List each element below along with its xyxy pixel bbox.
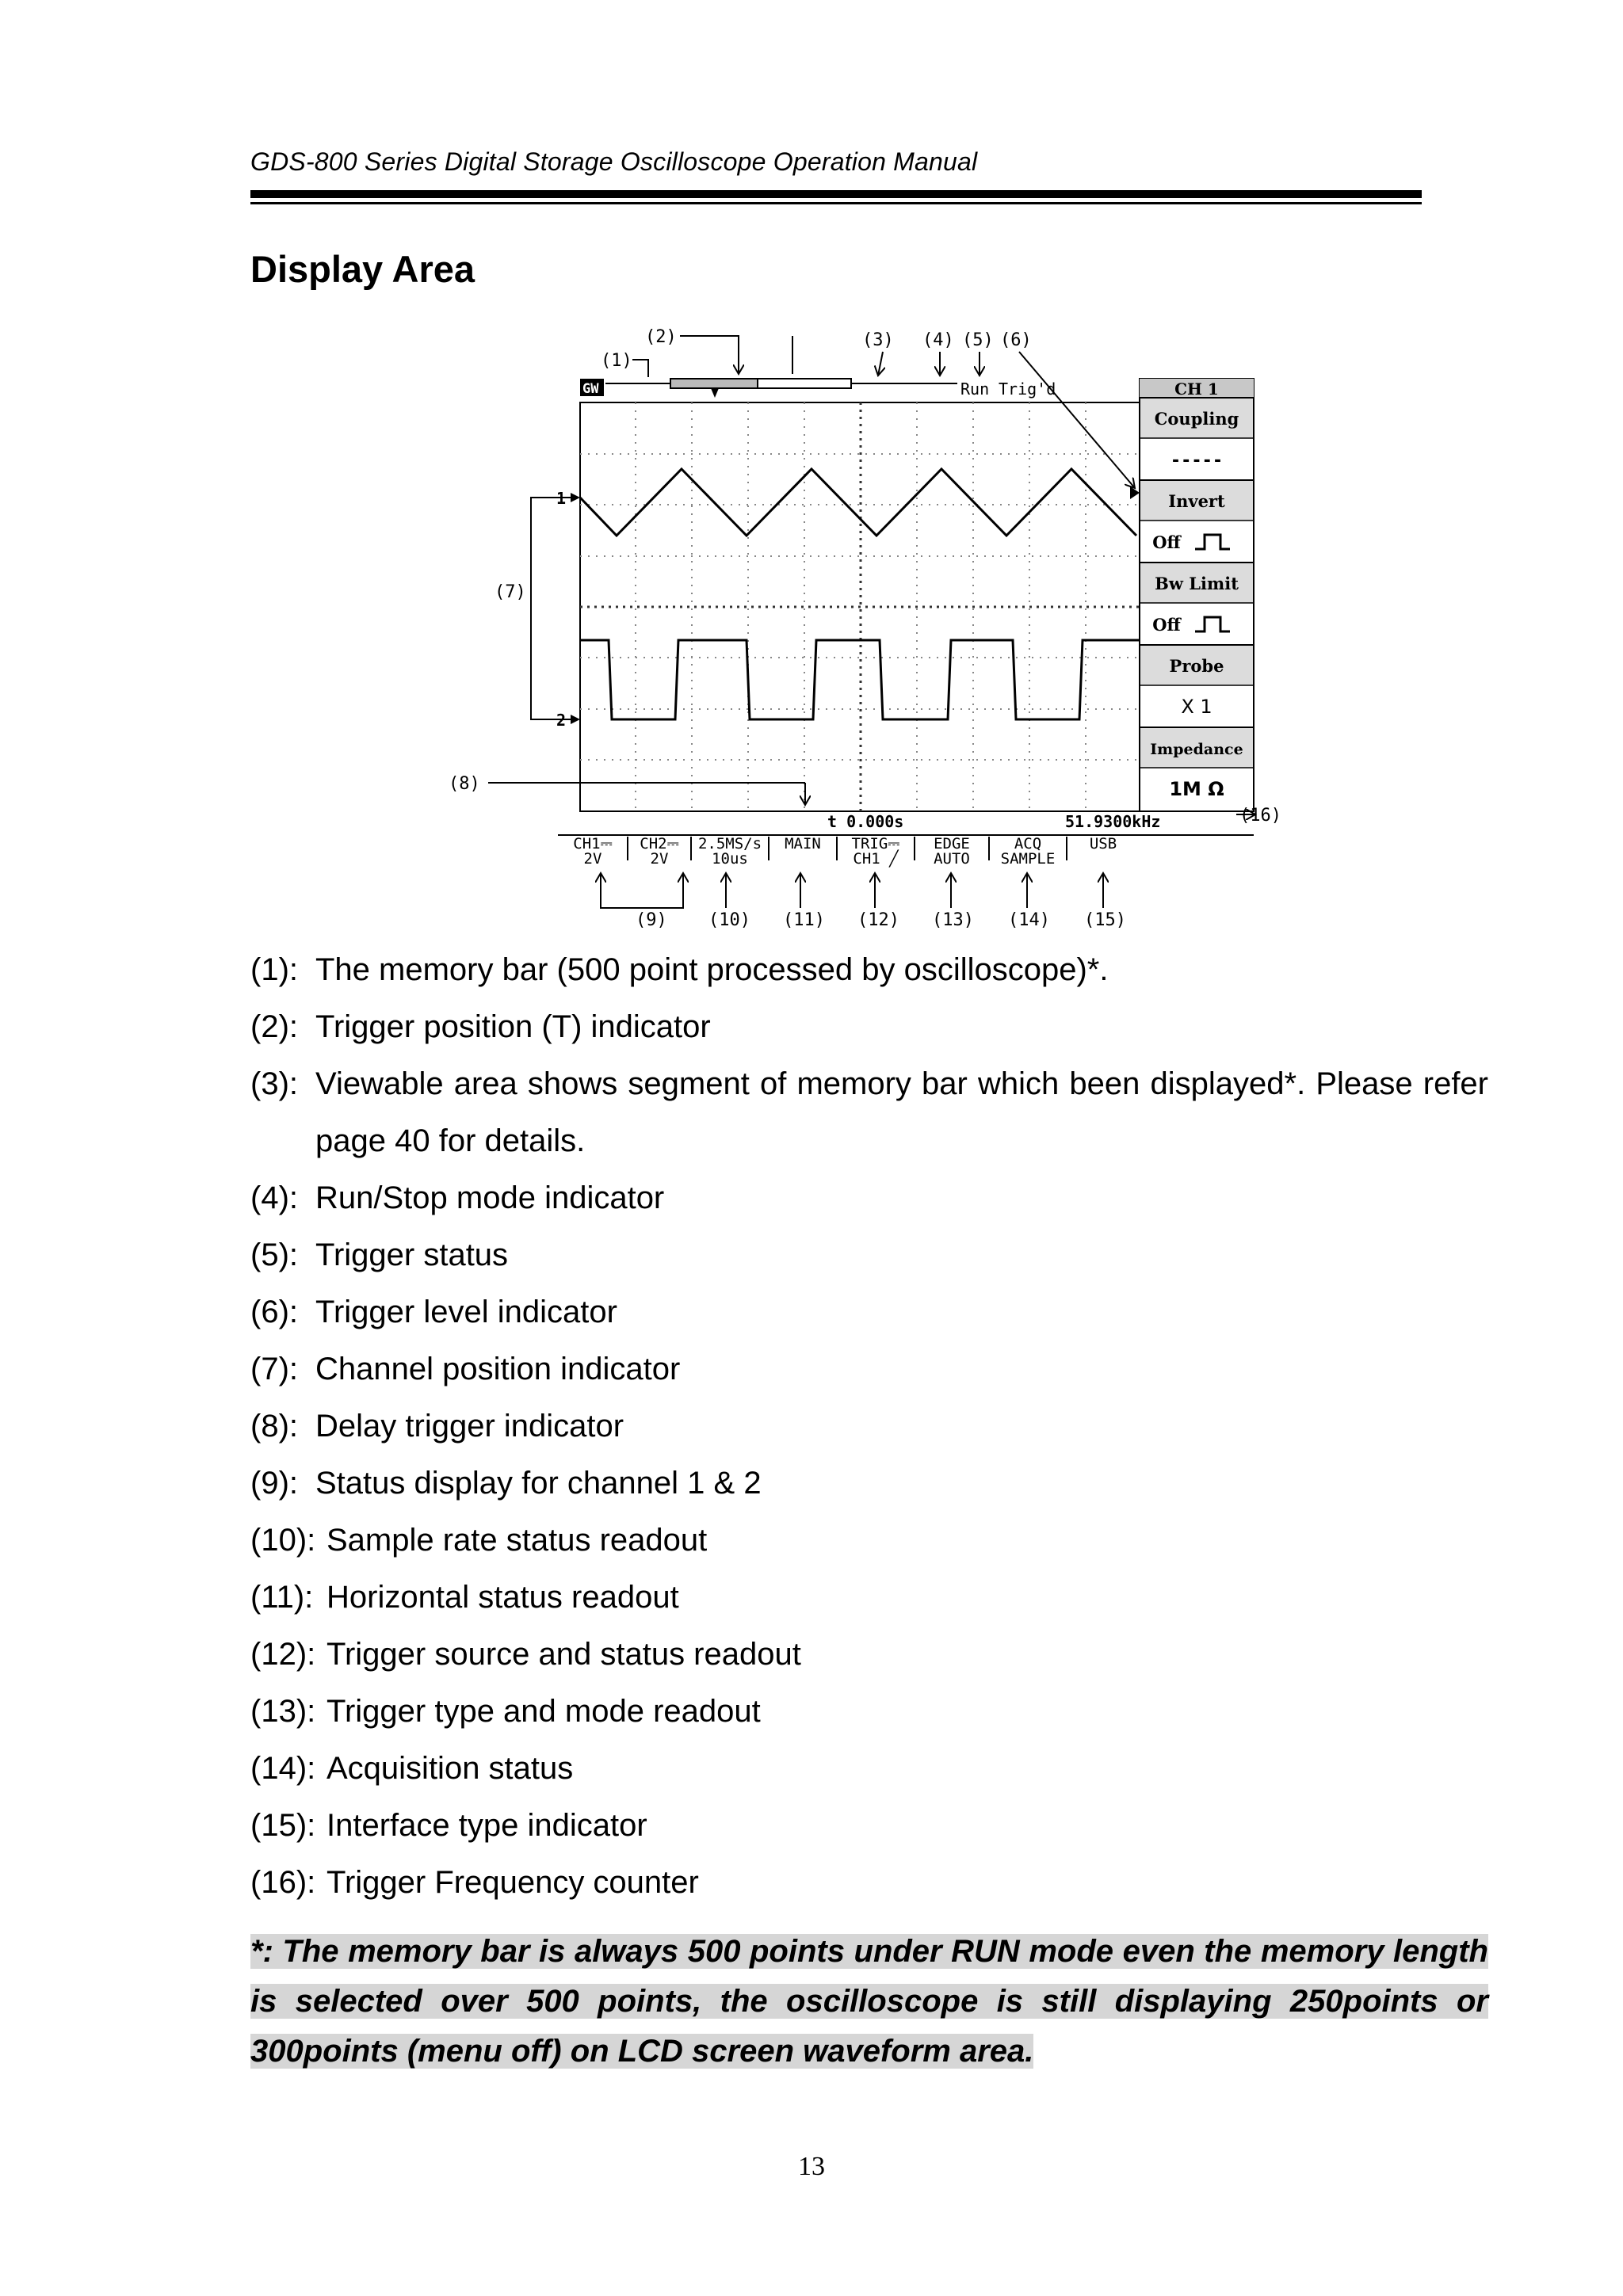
legend-number: (13): [250, 1694, 316, 1729]
callout-2: (2) [645, 327, 677, 347]
status-ch1-volts: 2V [583, 850, 602, 868]
viewable-area [670, 379, 758, 388]
legend-number: (10): [250, 1523, 316, 1558]
legend-text: Channel position indicator [315, 1352, 681, 1386]
status-timebase: 10us [712, 850, 748, 868]
menu-bw-limit-value: Off [1152, 615, 1181, 635]
legend-item [250, 1626, 1488, 1683]
legend-number: (3): [250, 1066, 298, 1101]
status-ch1-coupling: CH1⎓ [573, 835, 613, 852]
legend-item [250, 941, 1488, 998]
legend-number: (6): [250, 1295, 298, 1329]
menu-invert-value: Off [1152, 532, 1181, 552]
legend-item [250, 1226, 1488, 1283]
gw-logo-text: GW [582, 381, 599, 397]
status-ch2-coupling: CH2⎓ [640, 835, 679, 852]
legend-text: Interface type indicator [327, 1808, 647, 1843]
delay-readout: t 0.000s [827, 812, 904, 831]
legend-text: Trigger type and mode readout [327, 1694, 761, 1729]
legend-item [250, 1283, 1488, 1341]
legend-item [250, 1398, 1488, 1455]
status-trigger-source: CH1 ╱ [853, 850, 899, 868]
status-bar [558, 835, 1254, 868]
menu-coupling-label: Coupling [1154, 409, 1239, 429]
page-number: 13 [798, 2152, 825, 2181]
callout-16: (16) [1239, 806, 1281, 826]
legend-text: Sample rate status readout [327, 1523, 708, 1558]
status-interface: USB [1089, 835, 1117, 852]
legend-text: Trigger status [315, 1238, 509, 1272]
callout-1: (1) [601, 351, 632, 371]
channel1-position-marker [571, 493, 580, 502]
callout-7: (7) [495, 582, 526, 602]
callout-legend [250, 941, 1488, 1911]
callout-12: (12) [857, 910, 899, 930]
menu-title: CH 1 [1174, 379, 1219, 399]
legend-number: (12): [250, 1637, 316, 1672]
legend-number: (5): [250, 1238, 298, 1272]
legend-item [250, 1341, 1488, 1398]
status-horizontal-mode: MAIN [785, 835, 821, 852]
legend-text: Viewable area shows segment of memory bar which been displayed*. Please refer page 40 for details. [315, 1066, 1488, 1158]
legend-number: (15): [250, 1808, 316, 1843]
legend-item [250, 1683, 1488, 1740]
legend-text: Horizontal status readout [327, 1580, 679, 1615]
legend-number: (7): [250, 1352, 298, 1386]
channel2-position-marker [571, 715, 580, 724]
legend-number: (14): [250, 1751, 316, 1786]
oscilloscope-display-figure [444, 314, 1300, 940]
callout-6: (6) [1000, 330, 1032, 350]
legend-item [250, 998, 1488, 1055]
legend-number: (8): [250, 1409, 298, 1444]
status-sample-rate: 2.5MS/s [697, 835, 762, 852]
channel2-marker-label: 2 [556, 711, 567, 730]
legend-item [250, 1512, 1488, 1569]
menu-invert-label: Invert [1168, 491, 1225, 511]
legend-text: Delay trigger indicator [315, 1409, 624, 1444]
legend-number: (9): [250, 1466, 298, 1501]
section-title: Display Area [250, 248, 475, 290]
legend-text: Run/Stop mode indicator [315, 1180, 665, 1215]
memory-bar-footnote [250, 1927, 1488, 2077]
header-rule-thin [250, 202, 1422, 204]
header-rule [250, 190, 1422, 198]
menu-impedance-label: Impedance [1150, 741, 1243, 758]
channel-menu [1140, 379, 1254, 811]
legend-text: Trigger source and status readout [327, 1637, 801, 1672]
callout-14: (14) [1008, 910, 1050, 930]
callout-4: (4) [922, 330, 954, 350]
callout-5: (5) [962, 330, 994, 350]
status-acquisition-mode: SAMPLE [1000, 850, 1056, 868]
status-trigger-mode: AUTO [934, 850, 970, 868]
legend-item [250, 1055, 1488, 1169]
callout-9: (9) [636, 910, 667, 930]
legend-text: Trigger Frequency counter [327, 1865, 699, 1900]
menu-coupling-value: ----- [1170, 451, 1224, 471]
legend-number: (2): [250, 1009, 298, 1044]
legend-text: Trigger level indicator [315, 1295, 617, 1329]
legend-item [250, 1569, 1488, 1626]
legend-text: Acquisition status [327, 1751, 574, 1786]
legend-number: (4): [250, 1180, 298, 1215]
callout-11: (11) [783, 910, 825, 930]
callout-15: (15) [1084, 910, 1126, 930]
menu-probe-value: X 1 [1181, 696, 1212, 718]
legend-text: The memory bar (500 point processed by oscilloscope)*. [315, 952, 1109, 987]
legend-text: Trigger position (T) indicator [315, 1009, 711, 1044]
legend-number: (11): [250, 1580, 314, 1615]
status-trigger-coupling: TRIG⎓ [851, 835, 900, 852]
legend-item [250, 1797, 1488, 1854]
legend-item [250, 1854, 1488, 1911]
running-header: GDS-800 Series Digital Storage Oscilloscope Operation Manual [250, 147, 978, 176]
trigger-status-indicator: Trig'd [999, 379, 1056, 399]
legend-number: (16): [250, 1865, 316, 1900]
frequency-readout: 51.9300kHz [1065, 812, 1161, 831]
status-ch2-volts: 2V [650, 850, 669, 868]
status-acquisition: ACQ [1014, 835, 1042, 852]
legend-text: Status display for channel 1 & 2 [315, 1466, 762, 1501]
menu-impedance-value: 1M Ω [1169, 778, 1224, 800]
callout-8: (8) [449, 774, 480, 794]
footnote-text: *: The memory bar is always 500 points under RUN mode even the memory length is selected over 500 points, the oscilloscope is still displaying 250points or 300points (menu off) on LCD screen waveform area. [250, 1934, 1488, 2069]
menu-bw-limit-label: Bw Limit [1155, 574, 1239, 593]
trigger-position-marker [711, 388, 719, 398]
status-trigger-type: EDGE [934, 835, 970, 852]
callout-10: (10) [708, 910, 750, 930]
legend-item [250, 1740, 1488, 1797]
legend-item [250, 1169, 1488, 1226]
legend-number: (1): [250, 952, 298, 987]
channel1-marker-label: 1 [556, 489, 567, 508]
menu-probe-label: Probe [1169, 656, 1224, 676]
run-stop-indicator: Run [960, 379, 990, 399]
callout-13: (13) [932, 910, 974, 930]
callout-3: (3) [862, 330, 894, 350]
legend-item [250, 1455, 1488, 1512]
